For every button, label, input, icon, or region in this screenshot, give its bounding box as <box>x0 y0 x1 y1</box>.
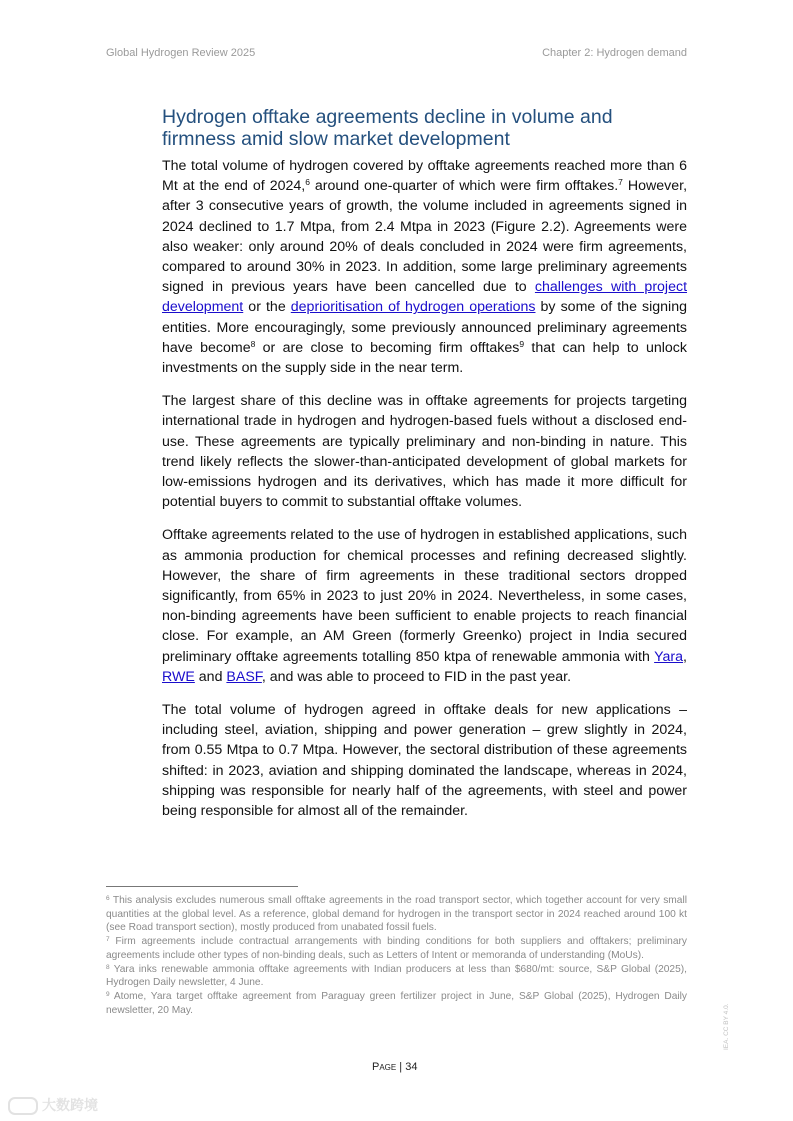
footnote-ref-7[interactable]: 7 <box>618 177 623 188</box>
footnote-text: This analysis excludes numerous small offtake agreements in the road transport sector, which together account for very small quantities at the global level. As a reference, global demand for hydrogen in the transport sector in 2024 reached around 100 kt (see Road transport section), mostly produced from unabated fossil fuels. <box>106 895 687 934</box>
paragraph-3 <box>162 525 687 687</box>
main-content <box>162 106 687 834</box>
page-number-value: 34 <box>405 1061 418 1073</box>
text: or are close to becoming firm offtakes <box>255 339 520 356</box>
footnote-ref-8[interactable]: 8 <box>250 338 256 349</box>
section-title: Hydrogen offtake agreements decline in volume and firmness amid slow market development <box>162 106 613 150</box>
paragraph-4: The total volume of hydrogen agreed in offtake deals for new applications – including steel, aviation, shipping and power generation – grew slightly in 2024, from 0.55 Mtpa to 0.7 Mtpa. However, the sectoral distribution of these agreements shifted: in 2023, aviation and shipping dominated the landscape, whereas in 2024, shipping was responsible for nearly half of the agreements, with steel and power being responsible for almost all of the remainder. <box>162 702 687 820</box>
footnotes <box>106 894 687 1017</box>
paragraph-2: The largest share of this decline was in offtake agreements for projects targeting international trade in hydrogen and hydrogen-based fuels without a disclosed end-use. These agreements are typically preliminary and non-binding in nature. This trend likely reflects the slower-than-anticipated development of global markets for low-emissions hydrogen and its derivatives, which has made it more difficult for potential buyers to commit to substantial offtake volumes. <box>162 393 687 511</box>
watermark-text: 大数跨境 <box>42 1097 98 1113</box>
text: , <box>683 648 687 665</box>
footnote-6 <box>106 894 687 935</box>
link-challenges-project-development[interactable]: challenges with project development <box>162 279 688 316</box>
footnote-number: 9 <box>106 990 110 998</box>
text: that can help to unlock investments on the supply side in the near term. <box>162 339 687 377</box>
footnote-8 <box>106 963 687 990</box>
footnote-divider <box>106 886 298 887</box>
license-notice: IEA. CC BY 4.0. <box>723 1003 730 1050</box>
footnote-text: Yara inks renewable ammonia offtake agreements with Indian producers at less than $680/mt: source, S&P Global (2025), Hydrogen Daily newsletter, 4 June. <box>106 963 687 989</box>
text: and <box>194 668 227 685</box>
link-deprioritisation-hydrogen-operations[interactable]: deprioritisation of hydrogen operations <box>290 299 536 316</box>
text: by some of the signing entities. More encouragingly, some previously announced preliminary agreements have become <box>162 299 687 356</box>
link-yara[interactable]: Yara <box>654 648 684 665</box>
page-number <box>372 1061 417 1073</box>
link-rwe[interactable]: RWE <box>162 668 195 685</box>
running-header-chapter: Chapter 2: Hydrogen demand <box>542 47 687 59</box>
text: around one-quarter of which were firm offtakes. <box>309 178 619 195</box>
footnote-number: 8 <box>106 963 110 971</box>
watermark-logo-icon <box>8 1097 38 1115</box>
running-header-title: Global Hydrogen Review 2025 <box>106 47 256 59</box>
text: However, after 3 consecutive years of growth, the volume included in agreements signed in 2024 declined to 1.7 Mtpa, from 2.4 Mtpa in 2023 (Figure 2.2). Agreements were also weaker: only around 20% of deals concluded in 2024 were firm agreements, compared to around 30% in 2023. In addition, some large preliminary agreements signed in previous years have been cancelled due to <box>162 178 688 296</box>
text: Offtake agreements related to the use of hydrogen in established applications, such as ammonia production for chemical processes and refining decreased slightly. However, the share of firm agreements in these traditional sectors dropped significantly, from 65% in 2023 to just 20% in 2024. Nevertheless, in some cases, non-binding agreements have been sufficient to enable projects to reach financial close. For example, an AM Green (formerly Greenko) project in India secured preliminary offtake agreements totalling 850 ktpa of renewable ammonia with <box>162 527 687 665</box>
text: The total volume of hydrogen covered by offtake agreements reached more than 6 Mt at the end of 2024, <box>162 158 687 195</box>
footnote-text: Atome, Yara target offtake agreement from Paraguay green fertilizer project in June, S&P Global (2025), Hydrogen Daily newsletter, 20 May. <box>106 990 687 1016</box>
watermark <box>8 1095 98 1115</box>
page-separator: | <box>396 1061 406 1073</box>
footnote-ref-6[interactable]: 6 <box>305 177 310 188</box>
text: , and was able to proceed to FID in the past year. <box>261 668 572 685</box>
page-label: Page <box>372 1061 397 1073</box>
text: or the <box>243 299 291 316</box>
footnote-number: 7 <box>106 936 110 944</box>
footnote-text: Firm agreements include contractual arrangements with binding conditions for both suppliers and offtakers; preliminary agreements include other types of non-binding deals, such as Letters of Intent or memoranda of understanding (MoUs). <box>106 936 687 961</box>
paragraph-1 <box>162 156 687 378</box>
footnote-ref-9[interactable]: 9 <box>519 338 525 349</box>
footnote-7 <box>106 935 687 962</box>
link-basf[interactable]: BASF <box>226 668 262 685</box>
footnote-number: 6 <box>106 895 110 902</box>
footnote-9 <box>106 990 687 1017</box>
